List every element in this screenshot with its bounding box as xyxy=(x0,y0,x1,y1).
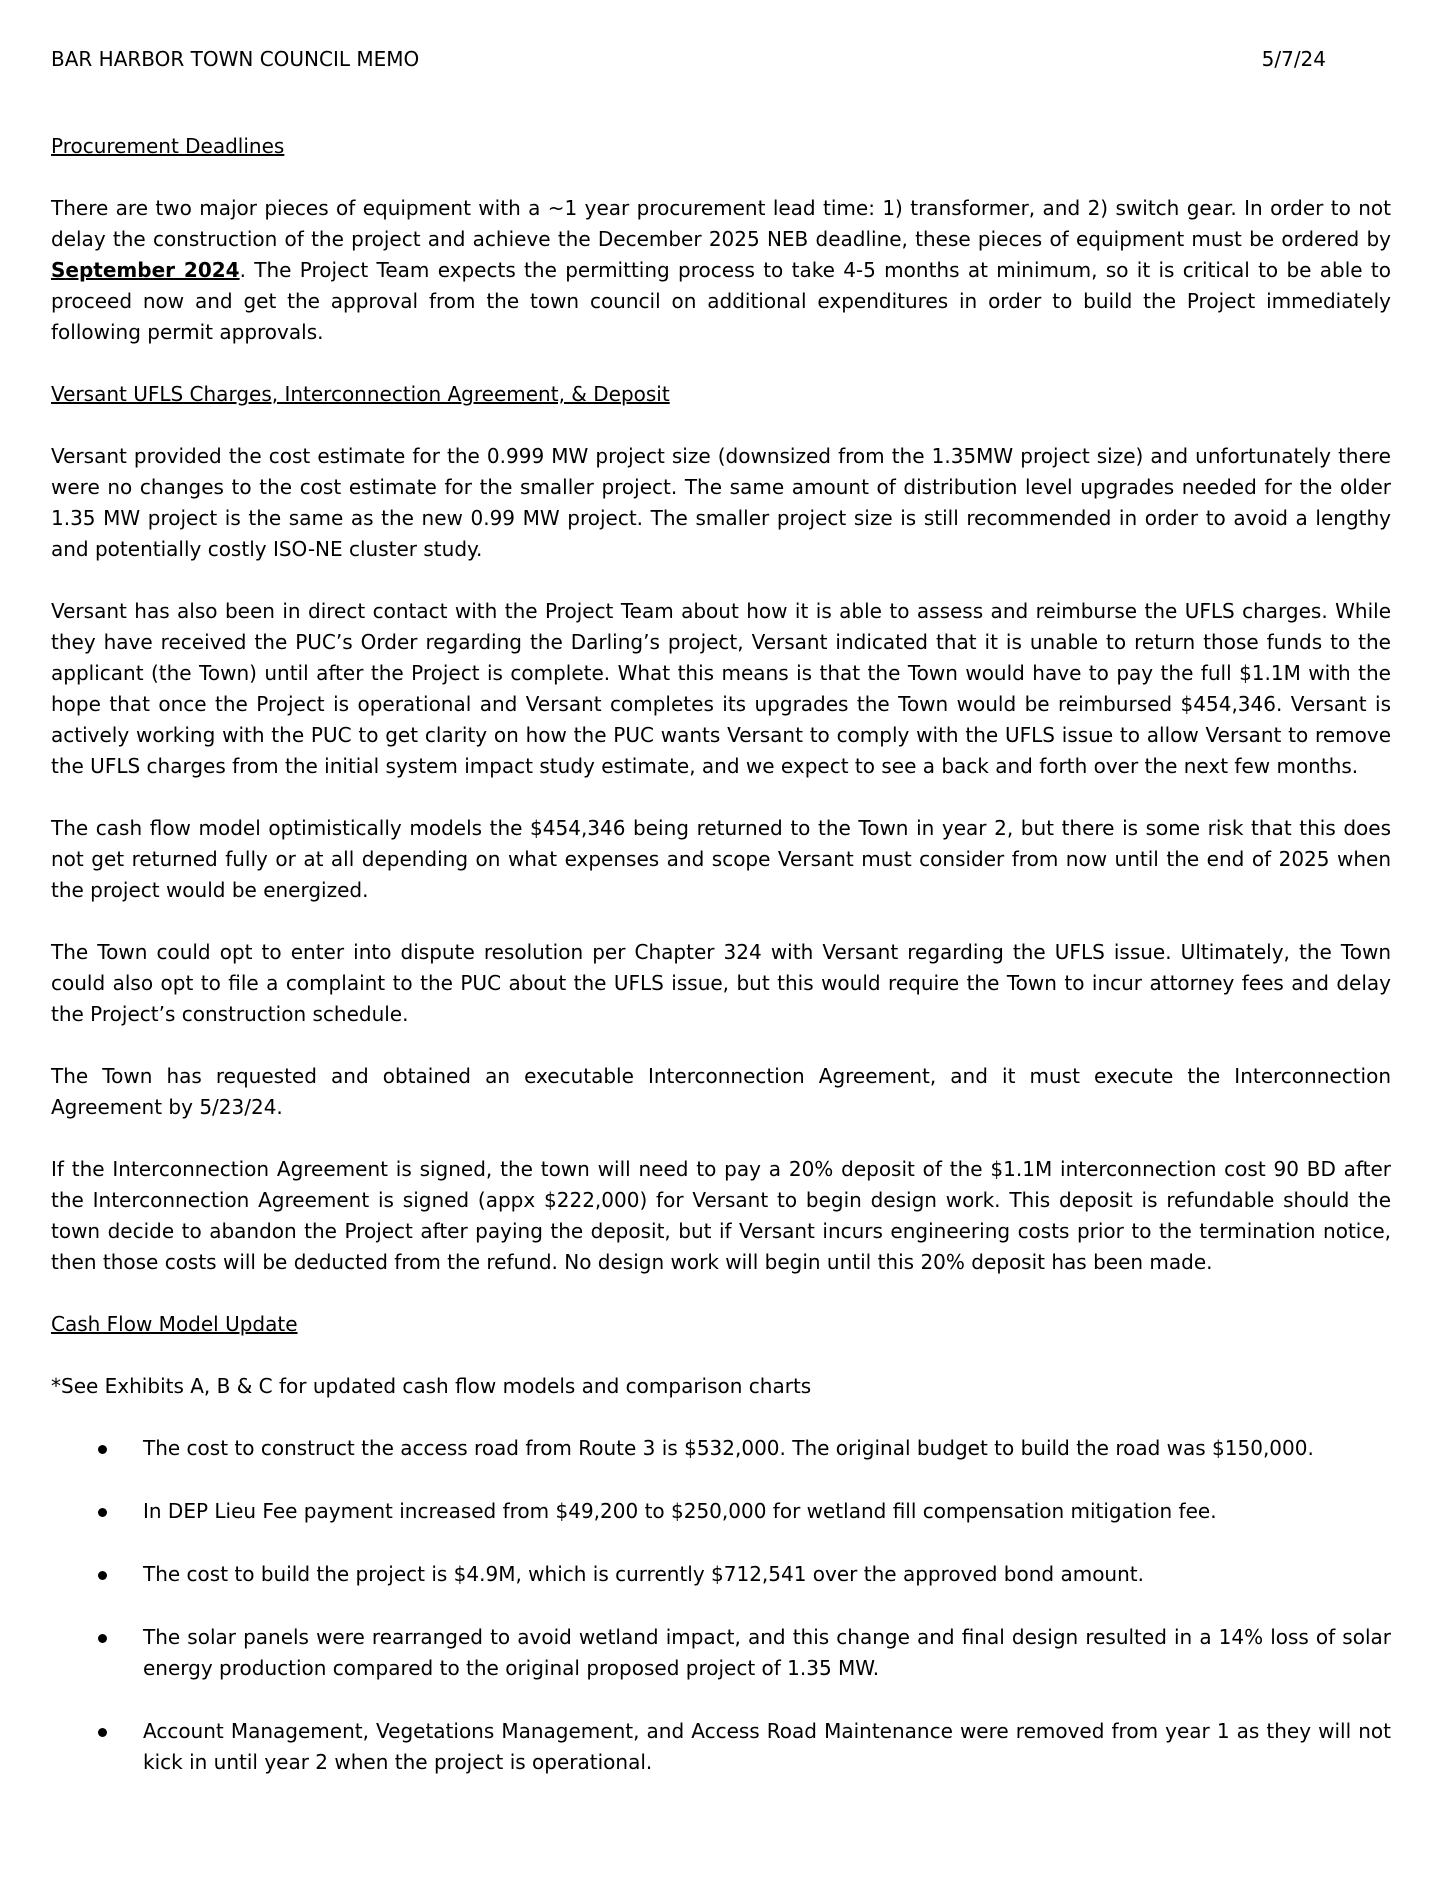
cashflow-bullet-list xyxy=(51,1433,1391,1778)
section-heading-cashflow: Cash Flow Model Update xyxy=(51,1312,298,1336)
bullet-icon xyxy=(98,1728,107,1737)
section-heading-versant: Versant UFLS Charges, Interconnection Agreement, & Deposit xyxy=(51,382,670,406)
bullet-text: The cost to build the project is $4.9M, which is currently $712,541 over the approved bond amount. xyxy=(143,1562,1144,1586)
procurement-text-b: . The Project Team expects the permitting process to take 4-5 months at minimum, so it is critical to be able to proceed now and get the approval from the town council on additional expenditures in order to build the Project immediately following permit approvals. xyxy=(51,258,1392,344)
memo-body xyxy=(51,131,1391,1810)
bullet-icon xyxy=(98,1508,107,1517)
bullet-text: The solar panels were rearranged to avoid wetland impact, and this change and final design resulted in a 14% loss of solar energy production compared to the original proposed project of 1.35 MW. xyxy=(143,1625,1391,1680)
bullet-icon xyxy=(98,1634,107,1643)
versant-paragraph-1: Versant provided the cost estimate for the 0.999 MW project size (downsized from the 1.35MW project size) and unfortunately there were no changes to the cost estimate for the smaller project. The same amount of distribution level upgrades needed for the older 1.35 MW project is the same as the new 0.99 MW project. The smaller project size is still recommended in order to avoid a lengthy and potentially costly ISO-NE cluster study. xyxy=(51,444,1391,561)
section-heading-procurement: Procurement Deadlines xyxy=(51,134,285,158)
bullet-icon xyxy=(98,1571,107,1580)
versant-paragraph-3: The cash flow model optimistically models the $454,346 being returned to the Town in year 2, but there is some risk that this does not get returned fully or at all depending on what expenses and scope Versant must consider from now until the end of 2025 when the project would be energized. xyxy=(51,816,1391,902)
memo-date: 5/7/24 xyxy=(1261,47,1326,71)
bullet-icon xyxy=(98,1445,107,1454)
procurement-paragraph xyxy=(51,193,1391,348)
versant-paragraph-4: The Town could opt to enter into dispute resolution per Chapter 324 with Versant regarding the UFLS issue. Ultimately, the Town could also opt to file a complaint to the PUC about the UFLS issue, but this would require the Town to incur attorney fees and delay the Project’s construction schedule. xyxy=(51,940,1391,1026)
list-item xyxy=(51,1559,1391,1590)
bullet-text: In DEP Lieu Fee payment increased from $49,200 to $250,000 for wetland fill compensation mitigation fee. xyxy=(143,1499,1217,1523)
memo-header xyxy=(51,44,1326,75)
bullet-text: Account Management, Vegetations Management, and Access Road Maintenance were removed from year 1 as they will not kick in until year 2 when the project is operational. xyxy=(143,1719,1391,1774)
memo-title: BAR HARBOR TOWN COUNCIL MEMO xyxy=(51,47,420,71)
versant-paragraph-6: If the Interconnection Agreement is signed, the town will need to pay a 20% deposit of the $1.1M interconnection cost 90 BD after the Interconnection Agreement is signed (appx $222,000) for Versant to begin design work. This deposit is refundable should the town decide to abandon the Project after paying the deposit, but if Versant incurs engineering costs prior to the termination notice, then those costs will be deducted from the refund. No design work will begin until this 20% deposit has been made. xyxy=(51,1157,1391,1274)
list-item xyxy=(51,1622,1391,1684)
versant-paragraph-5: The Town has requested and obtained an executable Interconnection Agreement, and it must execute the Interconnection Agreement by 5/23/24. xyxy=(51,1064,1391,1119)
list-item xyxy=(51,1716,1391,1778)
procurement-deadline: September 2024 xyxy=(51,258,240,282)
versant-paragraph-2: Versant has also been in direct contact with the Project Team about how it is able to assess and reimburse the UFLS charges. While they have received the PUC’s Order regarding the Darling’s project, Versant indicated that it is unable to return those funds to the applicant (the Town) until after the Project is complete. What this means is that the Town would have to pay the full $1.1M with the hope that once the Project is operational and Versant completes its upgrades the Town would be reimbursed $454,346. Versant is actively working with the PUC to get clarity on how the PUC wants Versant to comply with the UFLS issue to allow Versant to remove the UFLS charges from the initial system impact study estimate, and we expect to see a back and forth over the next few months. xyxy=(51,599,1391,778)
exhibits-note: *See Exhibits A, B & C for updated cash flow models and comparison charts xyxy=(51,1374,812,1398)
bullet-text: The cost to construct the access road from Route 3 is $532,000. The original budget to build the road was $150,000. xyxy=(143,1436,1314,1460)
list-item xyxy=(51,1433,1391,1464)
procurement-text-a: There are two major pieces of equipment with a ~1 year procurement lead time: 1) transformer, and 2) switch gear. In order to not delay the construction of the project and achieve the December 2025 NEB deadline, these pieces of equipment must be ordered by xyxy=(51,196,1391,251)
list-item xyxy=(51,1496,1391,1527)
